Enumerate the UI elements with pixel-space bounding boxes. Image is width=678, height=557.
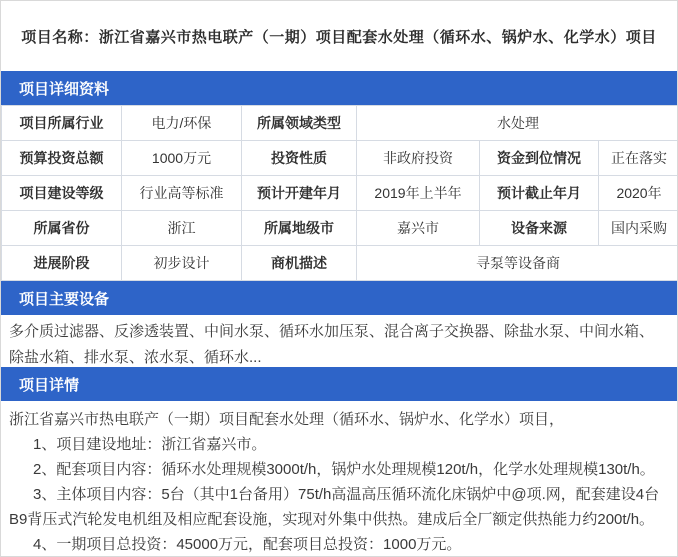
description-item-3: 3、主体项目内容：5台（其中1台备用）75t/h高温高压循环流化床锅炉中@项.网，配套建设4台B9背压式汽轮发电机组及相应配套设施，实现对外集中供热。建成后全厂额定供热能力约200t/h。: [9, 486, 660, 528]
field-value-equipment-source: 国内采购: [599, 211, 678, 246]
field-label-funding-status: 资金到位情况: [480, 141, 599, 176]
table-row-location: [2, 211, 678, 246]
field-label-construction-grade: 项目建设等级: [2, 176, 122, 211]
description-item-2: 2、配套项目内容：循环水处理规模3000t/h，锅炉水处理规模120t/h，化学水处理规模130t/h。: [33, 461, 655, 478]
field-label-start-date: 预计开建年月: [242, 176, 357, 211]
table-row-industry: [2, 106, 678, 141]
section-header-equipment: [1, 281, 677, 315]
field-value-progress-stage: 初步设计: [122, 246, 242, 281]
field-value-industry: 电力/环保: [122, 106, 242, 141]
table-row-stage: [2, 246, 678, 281]
field-label-equipment-source: 设备来源: [480, 211, 599, 246]
field-value-domain-type: 水处理: [357, 106, 678, 141]
section-header-description-label: 项目详情: [19, 376, 80, 394]
field-value-province: 浙江: [122, 211, 242, 246]
field-value-construction-grade: 行业高等标准: [122, 176, 242, 211]
field-value-funding-status: 正在落实: [599, 141, 678, 176]
equipment-list: 多介质过滤器、反渗透装置、中间水泵、循环水加压泵、混合离子交换器、除盐水泵、中间水箱、除盐水箱、排水泵、浓水泵、循环水...: [9, 323, 655, 366]
field-label-progress-stage: 进展阶段: [2, 246, 122, 281]
table-row-investment: [2, 141, 678, 176]
field-label-end-date: 预计截止年月: [480, 176, 599, 211]
field-value-city: 嘉兴市: [357, 211, 480, 246]
project-description: [1, 401, 677, 557]
description-intro: 浙江省嘉兴市热电联产（一期）项目配套水处理（循环水、锅炉水、化学水）项目，: [9, 411, 565, 428]
field-label-province: 所属省份: [2, 211, 122, 246]
section-header-equipment-label: 项目主要设备: [19, 290, 110, 308]
page-title: 项目名称：浙江省嘉兴市热电联产（一期）项目配套水处理（循环水、锅炉水、化学水）项目: [21, 28, 657, 46]
description-item-1: 1、项目建设地址：浙江省嘉兴市。: [33, 436, 267, 453]
field-label-city: 所属地级市: [242, 211, 357, 246]
table-row-schedule: [2, 176, 678, 211]
section-header-details-label: 项目详细资料: [19, 80, 110, 98]
field-value-opportunity-desc: 寻泵等设备商: [357, 246, 678, 281]
field-value-start-date: 2019年上半年: [357, 176, 480, 211]
project-title-bar: [1, 1, 677, 71]
field-value-investment-nature: 非政府投资: [357, 141, 480, 176]
field-label-investment-nature: 投资性质: [242, 141, 357, 176]
section-header-details: [1, 71, 677, 105]
section-header-description: [1, 367, 677, 401]
field-label-industry: 项目所属行业: [2, 106, 122, 141]
details-table: [1, 105, 678, 281]
field-value-end-date: 2020年: [599, 176, 678, 211]
field-label-opportunity-desc: 商机描述: [242, 246, 357, 281]
field-value-budget-total: 1000万元: [122, 141, 242, 176]
field-label-budget-total: 预算投资总额: [2, 141, 122, 176]
field-label-domain-type: 所属领域类型: [242, 106, 357, 141]
description-item-4: 4、一期项目总投资：45000万元，配套项目总投资：1000万元。: [33, 536, 462, 553]
